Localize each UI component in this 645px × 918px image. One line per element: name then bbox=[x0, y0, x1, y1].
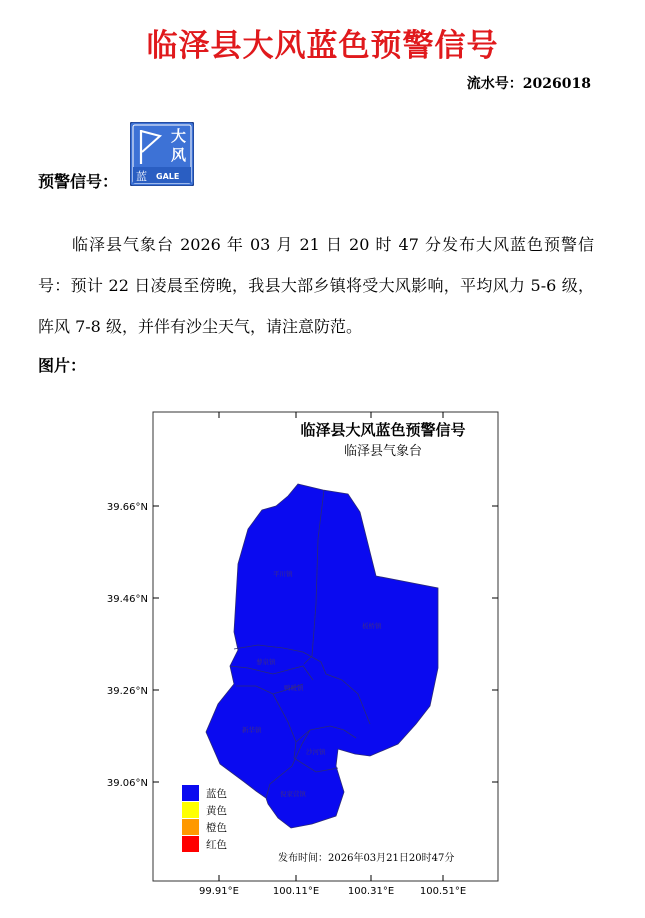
town-label: 鸭暖镇 bbox=[284, 684, 304, 692]
signal-label: 预警信号： bbox=[38, 172, 119, 191]
town-label: 新华镇 bbox=[242, 726, 262, 734]
lon-tick: 100.51°E bbox=[419, 886, 467, 897]
legend-swatch bbox=[182, 802, 199, 818]
legend-label: 蓝色 bbox=[206, 788, 227, 800]
page-title: 临泽县大风蓝色预警信号 bbox=[146, 28, 499, 64]
town-label: 板桥镇 bbox=[362, 622, 382, 630]
lon-tick: 99.91°E bbox=[199, 886, 239, 897]
legend-label: 黄色 bbox=[206, 805, 227, 817]
serial-number: 流水号：2026018 bbox=[466, 76, 591, 92]
map-title: 临泽县大风蓝色预警信号 bbox=[300, 421, 466, 439]
lat-tick: 39.66°N bbox=[106, 502, 148, 513]
warning-paragraph: 临泽县气象台 2026 年 03 月 21 日 20 时 47 分发布大风蓝色预警信号：预计 22 日凌晨至傍晚，我县大部乡镇将受大风影响，平均风力 5-6 级，阵风 7-8 级，并伴有沙尘天气，请注意防范。 bbox=[38, 235, 594, 336]
warning-map bbox=[98, 404, 508, 904]
town-label: 平川镇 bbox=[273, 570, 293, 578]
lon-tick: 100.31°E bbox=[347, 886, 395, 897]
legend-label: 橙色 bbox=[206, 822, 227, 834]
legend-swatch bbox=[182, 785, 199, 801]
legend-label: 红色 bbox=[206, 839, 227, 851]
icon-char-small: 风 bbox=[171, 146, 187, 164]
lon-tick: 100.11°E bbox=[272, 886, 320, 897]
gale-blue-warning-icon bbox=[130, 122, 194, 186]
town-label: 倪家营镇 bbox=[280, 790, 306, 798]
lat-tick: 39.46°N bbox=[106, 594, 148, 605]
legend-swatch bbox=[182, 836, 199, 852]
icon-color-char: 蓝 bbox=[136, 170, 147, 183]
lat-tick: 39.06°N bbox=[106, 778, 148, 789]
map-subtitle: 临泽县气象台 bbox=[343, 444, 423, 459]
icon-en-text: GALE bbox=[156, 172, 180, 181]
issue-time: 发布时间：2026年03月21日20时47分 bbox=[278, 853, 455, 864]
town-label: 沙河镇 bbox=[306, 748, 326, 756]
icon-char-big: 大 bbox=[171, 127, 187, 145]
town-label: 蓼泉镇 bbox=[256, 658, 276, 666]
lat-tick: 39.26°N bbox=[106, 686, 148, 697]
legend-swatch bbox=[182, 819, 199, 835]
picture-label: 图片： bbox=[38, 356, 87, 375]
